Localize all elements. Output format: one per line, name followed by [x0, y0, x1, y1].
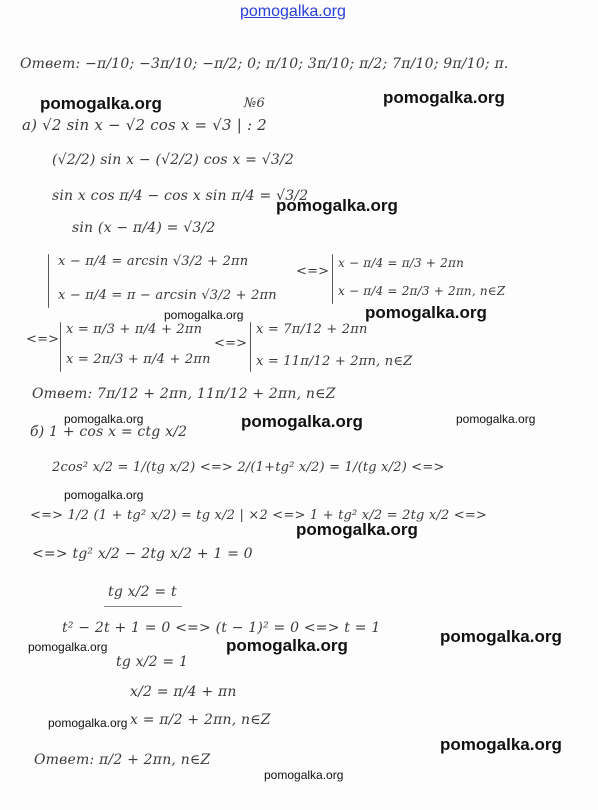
answer-line-1: Ответ: −π/10; −3π/10; −π/2; 0; π/10; 3π/10; π/2; 7π/10; 9π/10; π.	[20, 56, 509, 72]
part-b-step-2: 2cos² x/2 = 1/(tg x/2) <=> 2/(1+tg² x/2) = 1/(tg x/2) <=>	[52, 460, 445, 475]
part-a-system-1b: x − π/4 = π − arcsin √3/2 + 2πn	[58, 288, 277, 303]
watermark: pomogalka.org	[241, 412, 363, 431]
part-a-system-3b: x = 2π/3 + π/4 + 2πn	[66, 352, 211, 367]
system-brace-2	[332, 254, 333, 304]
answer-line-3: Ответ: π/2 + 2πn, n∈Z	[34, 752, 211, 768]
watermark: pomogalka.org	[28, 640, 108, 654]
watermark: pomogalka.org	[383, 88, 505, 107]
part-a-system-2a: x − π/4 = π/3 + 2πn	[338, 256, 464, 270]
part-a-system-1a: x − π/4 = arcsin √3/2 + 2πn	[58, 254, 249, 269]
part-b-quadratic: t² − 2t + 1 = 0 <=> (t − 1)² = 0 <=> t = 1	[62, 620, 381, 636]
watermark: pomogalka.org	[40, 94, 162, 113]
part-a-system-4a: x = 7π/12 + 2πn	[256, 322, 368, 337]
system-brace-3	[60, 322, 61, 372]
watermark: pomogalka.org	[64, 488, 144, 502]
equiv-sign-1: <=>	[296, 264, 330, 279]
part-b-step-8: x/2 = π/4 + πn	[130, 684, 237, 700]
part-b-step-7: tg x/2 = 1	[116, 654, 189, 670]
system-brace-4	[250, 322, 251, 372]
part-b-substitution: tg x/2 = t	[108, 584, 177, 600]
watermark: pomogalka.org	[276, 196, 398, 215]
part-b-step-4: <=> tg² x/2 − 2tg x/2 + 1 = 0	[32, 546, 253, 562]
watermark-top-link[interactable]: pomogalka.org	[240, 3, 346, 20]
part-a-system-2b: x − π/4 = 2π/3 + 2πn, n∈Z	[338, 284, 506, 298]
part-a-step-3: sin x cos π/4 − cos x sin π/4 = √3/2	[52, 188, 309, 204]
substitution-underline	[104, 606, 182, 607]
watermark: pomogalka.org	[296, 520, 418, 539]
part-b-step-3: <=> 1/2 (1 + tg² x/2) = tg x/2 | ×2 <=> 1 + tg² x/2 = 2tg x/2 <=>	[30, 508, 488, 523]
watermark: pomogalka.org	[456, 412, 536, 426]
equiv-sign-3: <=>	[214, 336, 248, 351]
watermark: pomogalka.org	[440, 627, 562, 646]
watermark: pomogalka.org	[264, 768, 344, 782]
watermark: pomogalka.org	[226, 636, 348, 655]
watermark: pomogalka.org	[64, 412, 144, 426]
part-a-system-4b: x = 11π/12 + 2πn, n∈Z	[256, 354, 413, 369]
watermark: pomogalka.org	[164, 308, 244, 322]
part-b-equation: б) 1 + cos x = ctg x/2	[30, 424, 188, 440]
watermark: pomogalka.org	[365, 303, 487, 322]
answer-line-2: Ответ: 7π/12 + 2πn, 11π/12 + 2πn, n∈Z	[32, 386, 336, 402]
task-number: №6	[244, 96, 265, 111]
part-a-step-4: sin (x − π/4) = √3/2	[72, 220, 216, 236]
system-brace-1	[48, 254, 49, 308]
part-b-step-9: x = π/2 + 2πn, n∈Z	[130, 712, 271, 728]
part-a-equation: а) √2 sin x − √2 cos x = √3 | : 2	[22, 116, 267, 134]
part-a-system-3a: x = π/3 + π/4 + 2πn	[66, 322, 203, 337]
equiv-sign-2: <=>	[26, 332, 60, 347]
part-a-step-2: (√2/2) sin x − (√2/2) cos x = √3/2	[52, 152, 294, 168]
watermark: pomogalka.org	[48, 716, 128, 730]
watermark: pomogalka.org	[440, 735, 562, 754]
